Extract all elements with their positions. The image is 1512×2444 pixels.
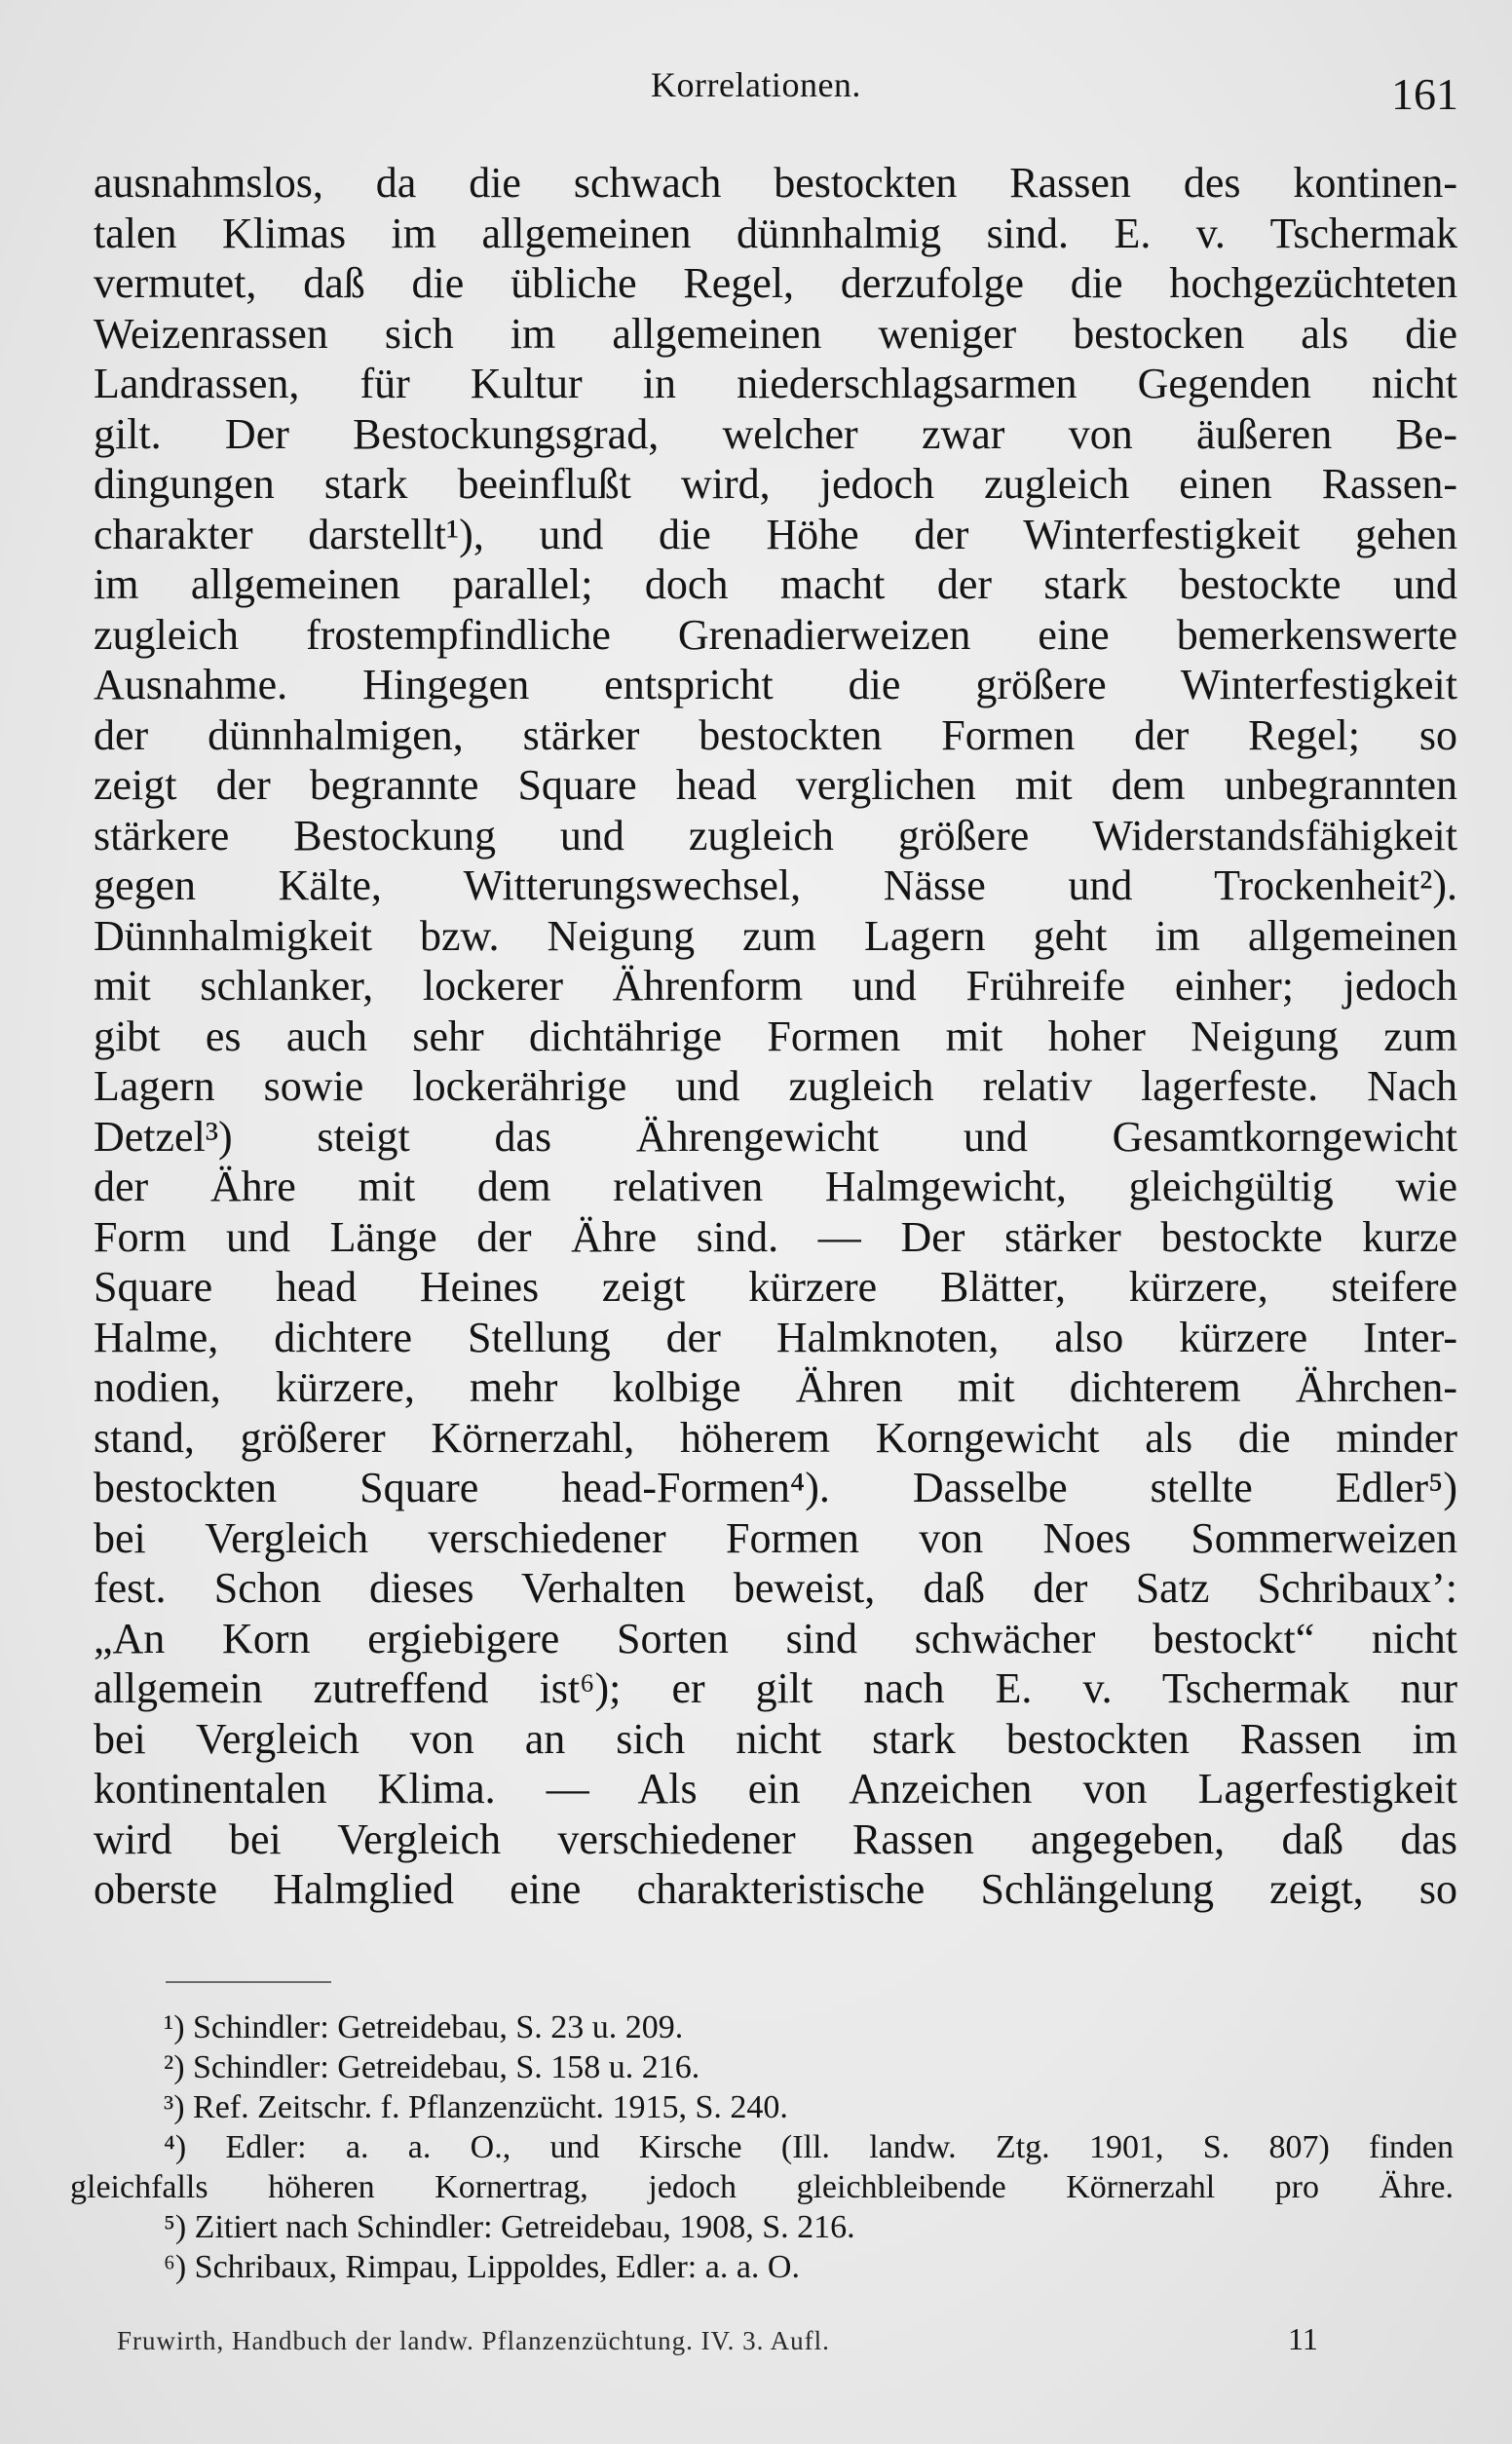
text-line: Ausnahme. Hingegen entspricht die größere Winterfestigkeit bbox=[94, 661, 1457, 708]
text-line: stärkere Bestockung und zugleich größere Widerstandsfähigkeit bbox=[94, 811, 1457, 859]
text-line: ausnahmslos, da die schwach bestockten Rassen des kontinen- bbox=[94, 159, 1457, 207]
text-line: bestockten Square head-Formen⁴). Dasselbe stellte Edler⁵) bbox=[94, 1464, 1457, 1511]
text-line: Detzel³) steigt das Ährengewicht und Gesamtkorngewicht bbox=[94, 1112, 1457, 1161]
text-line: mit schlanker, lockerer Ährenform und Frühreife einher; jedoch bbox=[94, 962, 1457, 1010]
text-line: Square head Heines zeigt kürzere Blätter, kürzere, steifere bbox=[94, 1263, 1457, 1311]
footnote-divider bbox=[166, 1981, 331, 1983]
text-line: gilt. Der Bestockungsgrad, welcher zwar von äußeren Be- bbox=[94, 409, 1457, 458]
running-head-title: Korrelationen. bbox=[651, 65, 861, 104]
text-line: dingungen stark beeinflußt wird, jedoch zugleich einen Rassen- bbox=[94, 460, 1457, 508]
text-line: wird bei Vergleich verschiedener Rassen angegeben, daß das bbox=[94, 1814, 1457, 1863]
text-line: zeigt der begrannte Square head verglichen mit dem unbegrannten bbox=[94, 761, 1457, 809]
body-text bbox=[94, 158, 1457, 1915]
text-line: gibt es auch sehr dichtährige Formen mit hoher Neigung zum bbox=[94, 1012, 1457, 1060]
footnote: ²) Schindler: Getreidebau, S. 158 u. 216. bbox=[164, 2049, 700, 2085]
text-line: der Ähre mit dem relativen Halmgewicht, gleichgültig wie bbox=[94, 1163, 1457, 1210]
text-line: nodien, kürzere, mehr kolbige Ähren mit dichterem Ährchen- bbox=[94, 1363, 1457, 1411]
footnote: ¹) Schindler: Getreidebau, S. 23 u. 209. bbox=[164, 2009, 684, 2045]
footnotes bbox=[70, 2007, 1454, 2287]
text-line: zugleich frostempfindliche Grenadierweizen eine bemerkenswerte bbox=[94, 610, 1457, 659]
text-line: allgemein zutreffend ist⁶); er gilt nach E. v. Tschermak nur bbox=[94, 1664, 1457, 1712]
text-line: Halme, dichtere Stellung der Halmknoten, also kürzere Inter- bbox=[94, 1313, 1457, 1361]
text-line: vermutet, daß die übliche Regel, derzufolge die hochgezüchteten bbox=[94, 259, 1457, 307]
footnote-continuation: gleichfalls höheren Kornertrag, jedoch gleichbleibende Körnerzahl pro Ähre. bbox=[70, 2169, 1454, 2205]
text-line: im allgemeinen parallel; doch macht der stark bestockte und bbox=[94, 560, 1457, 608]
text-line: stand, größerer Körnerzahl, höherem Korngewicht als die minder bbox=[94, 1413, 1457, 1462]
text-line: bei Vergleich verschiedener Formen von Noes Sommerweizen bbox=[94, 1513, 1457, 1562]
text-line: der dünnhalmigen, stärker bestockten Formen der Regel; so bbox=[94, 710, 1457, 759]
footnote: ⁶) Schribaux, Rimpau, Lippoldes, Edler: a. a. O. bbox=[164, 2249, 800, 2285]
page-number: 161 bbox=[1391, 69, 1458, 119]
text-line: Landrassen, für Kultur in niederschlagsarmen Gegenden nicht bbox=[94, 360, 1457, 407]
sheet-number: 11 bbox=[1288, 2321, 1318, 2356]
text-line: Lagern sowie lockerährige und zugleich relativ lagerfeste. Nach bbox=[94, 1062, 1457, 1110]
footnote: ³) Ref. Zeitschr. f. Pflanzenzücht. 1915, S. 240. bbox=[164, 2089, 788, 2125]
footnote: ⁵) Zitiert nach Schindler: Getreidebau, 1908, S. 216. bbox=[164, 2209, 855, 2245]
text-line: oberste Halmglied eine charakteristische Schlängelung zeigt, so bbox=[94, 1865, 1457, 1913]
printer-signature: Fruwirth, Handbuch der landw. Pflanzenzüchtung. IV. 3. Aufl. bbox=[117, 2326, 830, 2355]
text-line: charakter darstellt¹), und die Höhe der Winterfestigkeit gehen bbox=[94, 510, 1457, 558]
text-line: „An Korn ergiebigere Sorten sind schwächer bestockt“ nicht bbox=[94, 1614, 1457, 1662]
running-head bbox=[0, 64, 1512, 123]
text-line: gegen Kälte, Witterungswechsel, Nässe und Trockenheit²). bbox=[94, 861, 1457, 909]
footnote: ⁴) Edler: a. a. O., und Kirsche (Ill. landw. Ztg. 1901, S. 807) finden bbox=[164, 2129, 1454, 2165]
text-line: Form und Länge der Ähre sind. — Der stärker bestockte kurze bbox=[94, 1212, 1457, 1261]
text-line: talen Klimas im allgemeinen dünnhalmig sind. E. v. Tschermak bbox=[94, 209, 1457, 257]
text-line: Dünnhalmigkeit bzw. Neigung zum Lagern geht im allgemeinen bbox=[94, 911, 1457, 960]
text-line: kontinentalen Klima. — Als ein Anzeichen von Lagerfestigkeit bbox=[94, 1765, 1457, 1813]
text-line: Weizenrassen sich im allgemeinen weniger bestocken als die bbox=[94, 309, 1457, 358]
text-line: bei Vergleich von an sich nicht stark bestockten Rassen im bbox=[94, 1714, 1457, 1763]
text-line: fest. Schon dieses Verhalten beweist, daß der Satz Schribaux’: bbox=[94, 1564, 1457, 1612]
